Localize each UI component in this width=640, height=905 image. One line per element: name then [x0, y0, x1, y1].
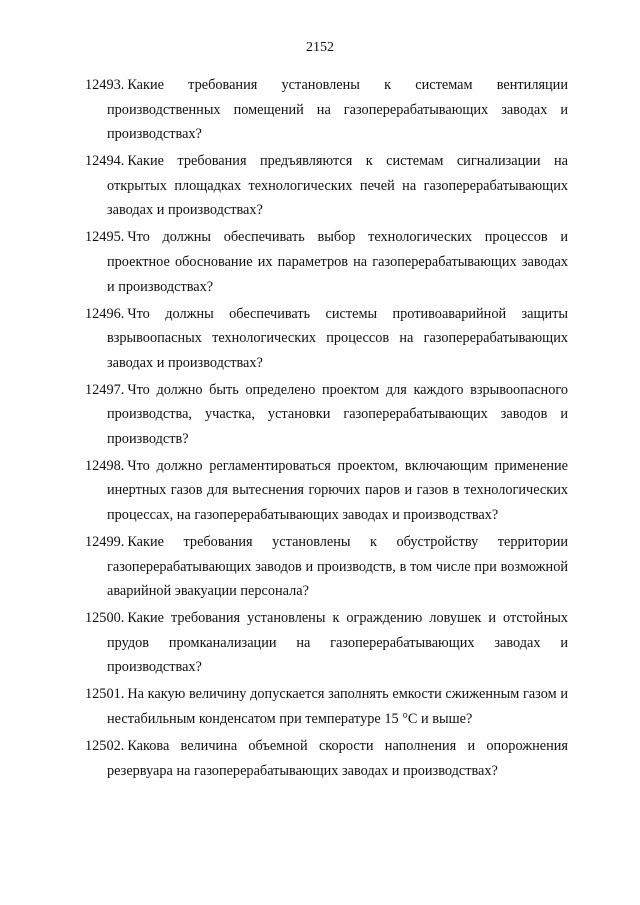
question-text: Что должно регламентироваться проектом, включающим применение инертных газов для вытеснения горючих паров и газов в технологических процессах, на газоперерабатывающих заводах и производствах? [107, 457, 568, 524]
question-text: Какова величина объемной скорости наполнения и опорожнения резервуара на газоперерабатывающих заводах и производствах? [107, 737, 568, 779]
question-number: 12499. [85, 534, 125, 551]
question-item [85, 302, 568, 376]
question-item [85, 606, 568, 680]
question-number: 12496. [85, 305, 125, 322]
question-text: Какие требования установлены к ограждению ловушек и отстойных прудов промканализации на газоперерабатывающих заводах и производствах? [107, 610, 568, 676]
question-item [85, 734, 568, 783]
question-item [85, 378, 568, 452]
page-number: 2152 [306, 40, 334, 55]
question-text: Что должны обеспечивать выбор технологических процессов и проектное обоснование их параметров на газоперерабатывающих заводах и производствах? [107, 229, 568, 295]
question-text: На какую величину допускается заполнять емкости сжиженным газом и нестабильным конденсатом при температуре 15 °С и выше? [107, 686, 568, 727]
question-item [85, 73, 568, 147]
question-item [85, 682, 568, 731]
question-number: 12494. [85, 153, 125, 170]
question-item [85, 149, 568, 223]
question-text: Что должны обеспечивать системы противоаварийной защиты взрывоопасных технологических процессов на газоперерабатывающих заводах и производствах? [107, 305, 568, 371]
question-number: 12495. [85, 229, 125, 246]
question-number: 12502. [85, 737, 125, 754]
question-text: Какие требования установлены к обустройству территории газоперерабатывающих заводов и производств, в том числе при возможной аварийной эвакуации персонала? [107, 534, 568, 600]
question-list [85, 73, 568, 786]
question-item [85, 454, 568, 528]
question-number: 12497. [85, 381, 125, 398]
question-item [85, 225, 568, 299]
question-item [85, 530, 568, 604]
question-number: 12498. [85, 457, 125, 474]
question-number: 12501. [85, 686, 125, 703]
question-text: Какие требования предъявляются к системам сигнализации на открытых площадках технологических печей на газоперерабатывающих заводах и производствах? [107, 153, 568, 219]
question-number: 12500. [85, 610, 125, 627]
question-text: Какие требования установлены к системам вентиляции производственных помещений на газоперерабатывающих заводах и производствах? [107, 77, 568, 143]
question-text: Что должно быть определено проектом для каждого взрывоопасного производства, участка, установки газоперерабатывающих заводов и производств? [107, 381, 568, 447]
question-number: 12493. [85, 77, 125, 93]
